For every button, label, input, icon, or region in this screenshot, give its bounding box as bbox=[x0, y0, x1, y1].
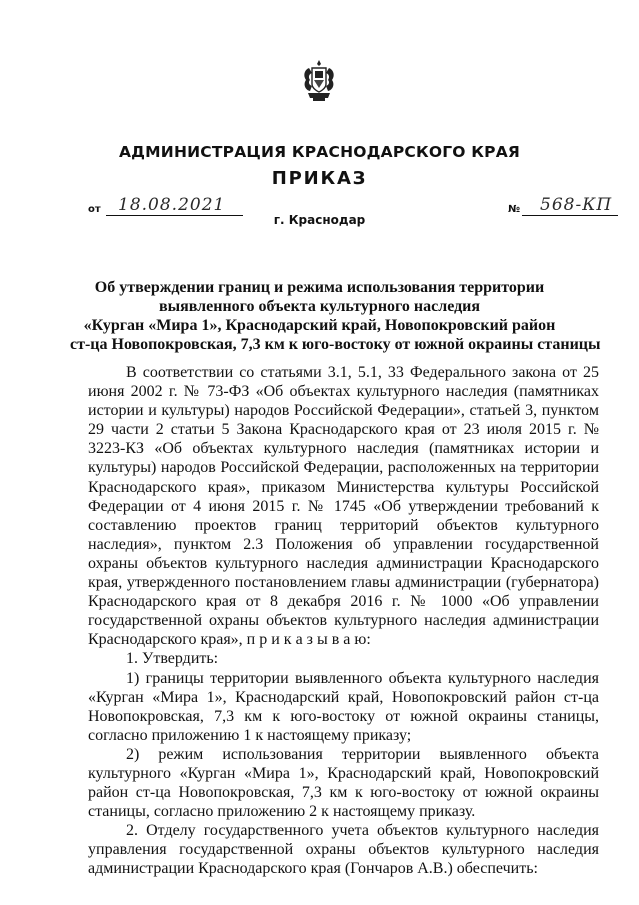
document-body bbox=[88, 363, 599, 879]
document-type-heading: ПРИКАЗ bbox=[271, 168, 368, 189]
number-label: № bbox=[508, 204, 521, 215]
title-line: ст-ца Новопокровская, 7,3 км к юго-востоку от южной окраины станицы bbox=[70, 336, 601, 353]
date-value: 18.08.2021 bbox=[118, 195, 226, 215]
title-line: выявленного объекта культурного наследия bbox=[158, 298, 481, 315]
body-paragraph-item-2: 2. Отделу государственного учета объектов культурного наследия управления государственной охраны объектов культурного наследия администрации Краснодарского края (Гончаров А.В.) обеспечить: bbox=[88, 822, 599, 878]
coat-of-arms-emblem bbox=[300, 58, 338, 102]
date-label: от bbox=[88, 204, 101, 215]
title-line: «Курган «Мира 1», Краснодарский край, Новопокровский район bbox=[83, 317, 556, 334]
body-paragraph-preamble: В соответствии со статьями 3.1, 5.1, 33 Федерального закона от 25 июня 2002 г. № 73-ФЗ «Об объектах культурного наследия (памятниках истории и культуры) народов Российской Федерации», статьей 3, пунктом 29 части 2 статьи 5 Закона Краснодарского края от 23 июля 2015 г. № 3223-КЗ «Об объектах культурного наследия (памятниках истории и культуры) народов Российской Федерации, расположенных на территории Краснодарского края», приказом Министерства культуры Российской Федерации от 4 июня 2015 г. № 1745 «Об утверждении требований к составлению проектов границ территорий объектов культурного наследия», пунктом 2.3 Положения об управлении государственной охраны объектов культурного наследия администрации Краснодарского края, утвержденного постановлением главы администрации (губернатора) Краснодарского края от 8 декабря 2016 г. № 1000 «Об управлении государственной охраны объектов культурного наследия администрации Краснодарского края», п р и к а з ы в а ю: bbox=[88, 364, 599, 649]
organization-heading: АДМИНИСТРАЦИЯ КРАСНОДАРСКОГО КРАЯ bbox=[118, 143, 521, 161]
title-line: Об утверждении границ и режима использования территории bbox=[94, 279, 545, 296]
document-title bbox=[70, 278, 601, 354]
body-paragraph-item-1-1: 1) границы территории выявленного объекта культурного наследия «Курган «Мира 1», Краснодарский край, Новопокровский район ст-ца Новопокровская, 7,3 км к юго-востоку от южной окраины станицы, согласно приложению 1 к настоящему приказу; bbox=[88, 669, 599, 744]
number-value: 568-КП bbox=[540, 195, 613, 215]
body-paragraph-item-1: 1. Утвердить: bbox=[126, 650, 219, 668]
city-line: г. Краснодар bbox=[273, 213, 366, 227]
body-paragraph-item-1-2: 2) режим использования территории выявленного объекта культурного «Курган «Мира 1», Краснодарский край, Новопокровский район ст-ца Новопокровская, 7,3 км к юго-востоку от южной окраины станицы, согласно приложению 2 к настоящему приказу. bbox=[88, 745, 599, 821]
